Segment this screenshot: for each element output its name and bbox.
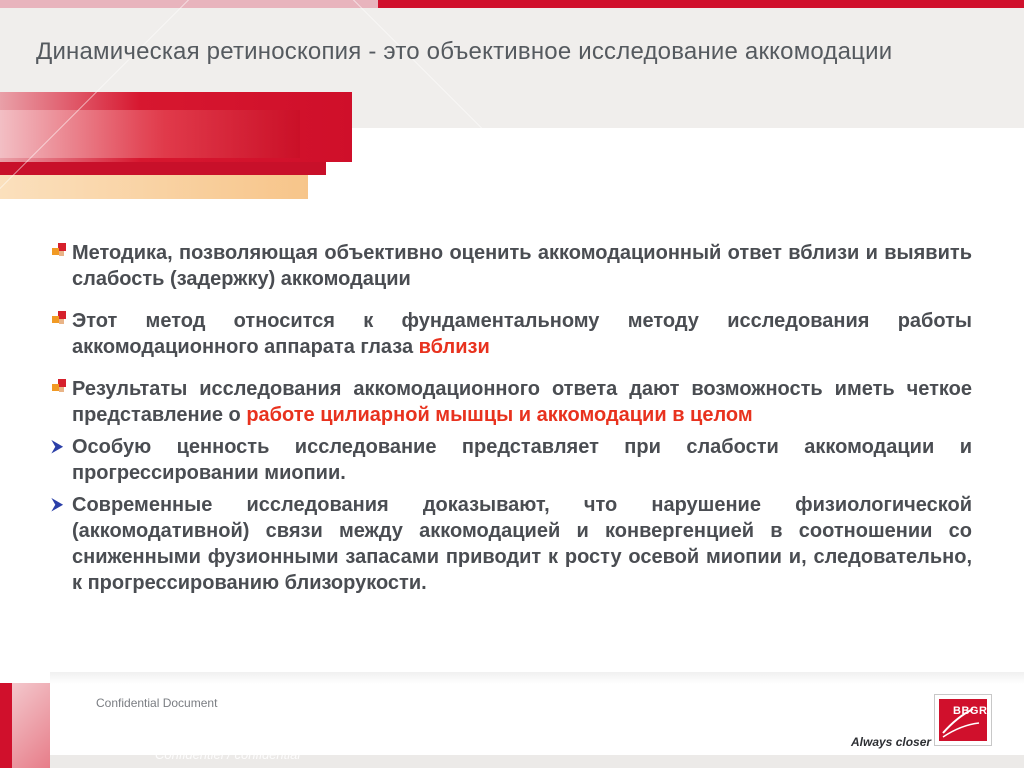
chevron-right-icon: ⮞ [52, 496, 63, 513]
list-item-highlight: вблизи [418, 336, 490, 358]
bbgr-logo [934, 694, 992, 746]
list-item [50, 308, 972, 360]
footer-corner-red [0, 683, 12, 768]
decor-ribbon-highlight [0, 110, 300, 158]
top-stripe-pink [0, 0, 378, 8]
list-item [50, 434, 972, 486]
square-cluster-bullet-icon [52, 243, 66, 257]
confidential-label: Confidential Document [96, 696, 218, 710]
list-item [50, 492, 972, 596]
square-cluster-bullet-icon [52, 379, 66, 393]
bullet-list [50, 240, 972, 602]
footer-corner-pink [12, 683, 50, 768]
list-item-text: Этот метод относится к фундаментальному методу исследования работы аккомодационного аппарата глаза [72, 310, 972, 358]
list-item-text: Современные исследования доказывают, что нарушение физиологической (аккомодативной) связи между аккомодацией и конвергенцией в соотношении со сниженными фузионными запасами приводит к росту осевой миопии и, следовательно, к прогрессированию близорукости. [72, 494, 972, 594]
slide-title: Динамическая ретиноскопия - это объективное исследование аккомодации [36, 38, 893, 65]
top-stripe-red [378, 0, 1024, 8]
confidential-ghost-label: Confidentiel / confidential [155, 747, 301, 762]
decor-ribbon-orange [0, 175, 308, 199]
list-item-text: Результаты исследования аккомодационного ответа дают возможность иметь четкое представление о [72, 378, 972, 426]
square-cluster-bullet-icon [52, 311, 66, 325]
list-item-text: Особую ценность исследование представляет при слабости аккомодации и прогрессировании миопии. [72, 436, 972, 484]
decor-ribbon-thin-red [0, 162, 326, 175]
tagline: Always closer [851, 735, 932, 749]
list-item [50, 240, 972, 292]
list-item-text: Методика, позволяющая объективно оценить аккомодационный ответ вблизи и выявить слабость (задержку) аккомодации [72, 242, 972, 290]
logo-text: BBGR [953, 705, 988, 717]
logo-mark [939, 699, 987, 741]
list-item [50, 376, 972, 428]
chevron-right-icon: ⮞ [52, 438, 63, 455]
footer-shadow [50, 672, 1024, 684]
list-item-highlight: работе цилиарной мышцы и аккомодации в целом [246, 404, 753, 426]
